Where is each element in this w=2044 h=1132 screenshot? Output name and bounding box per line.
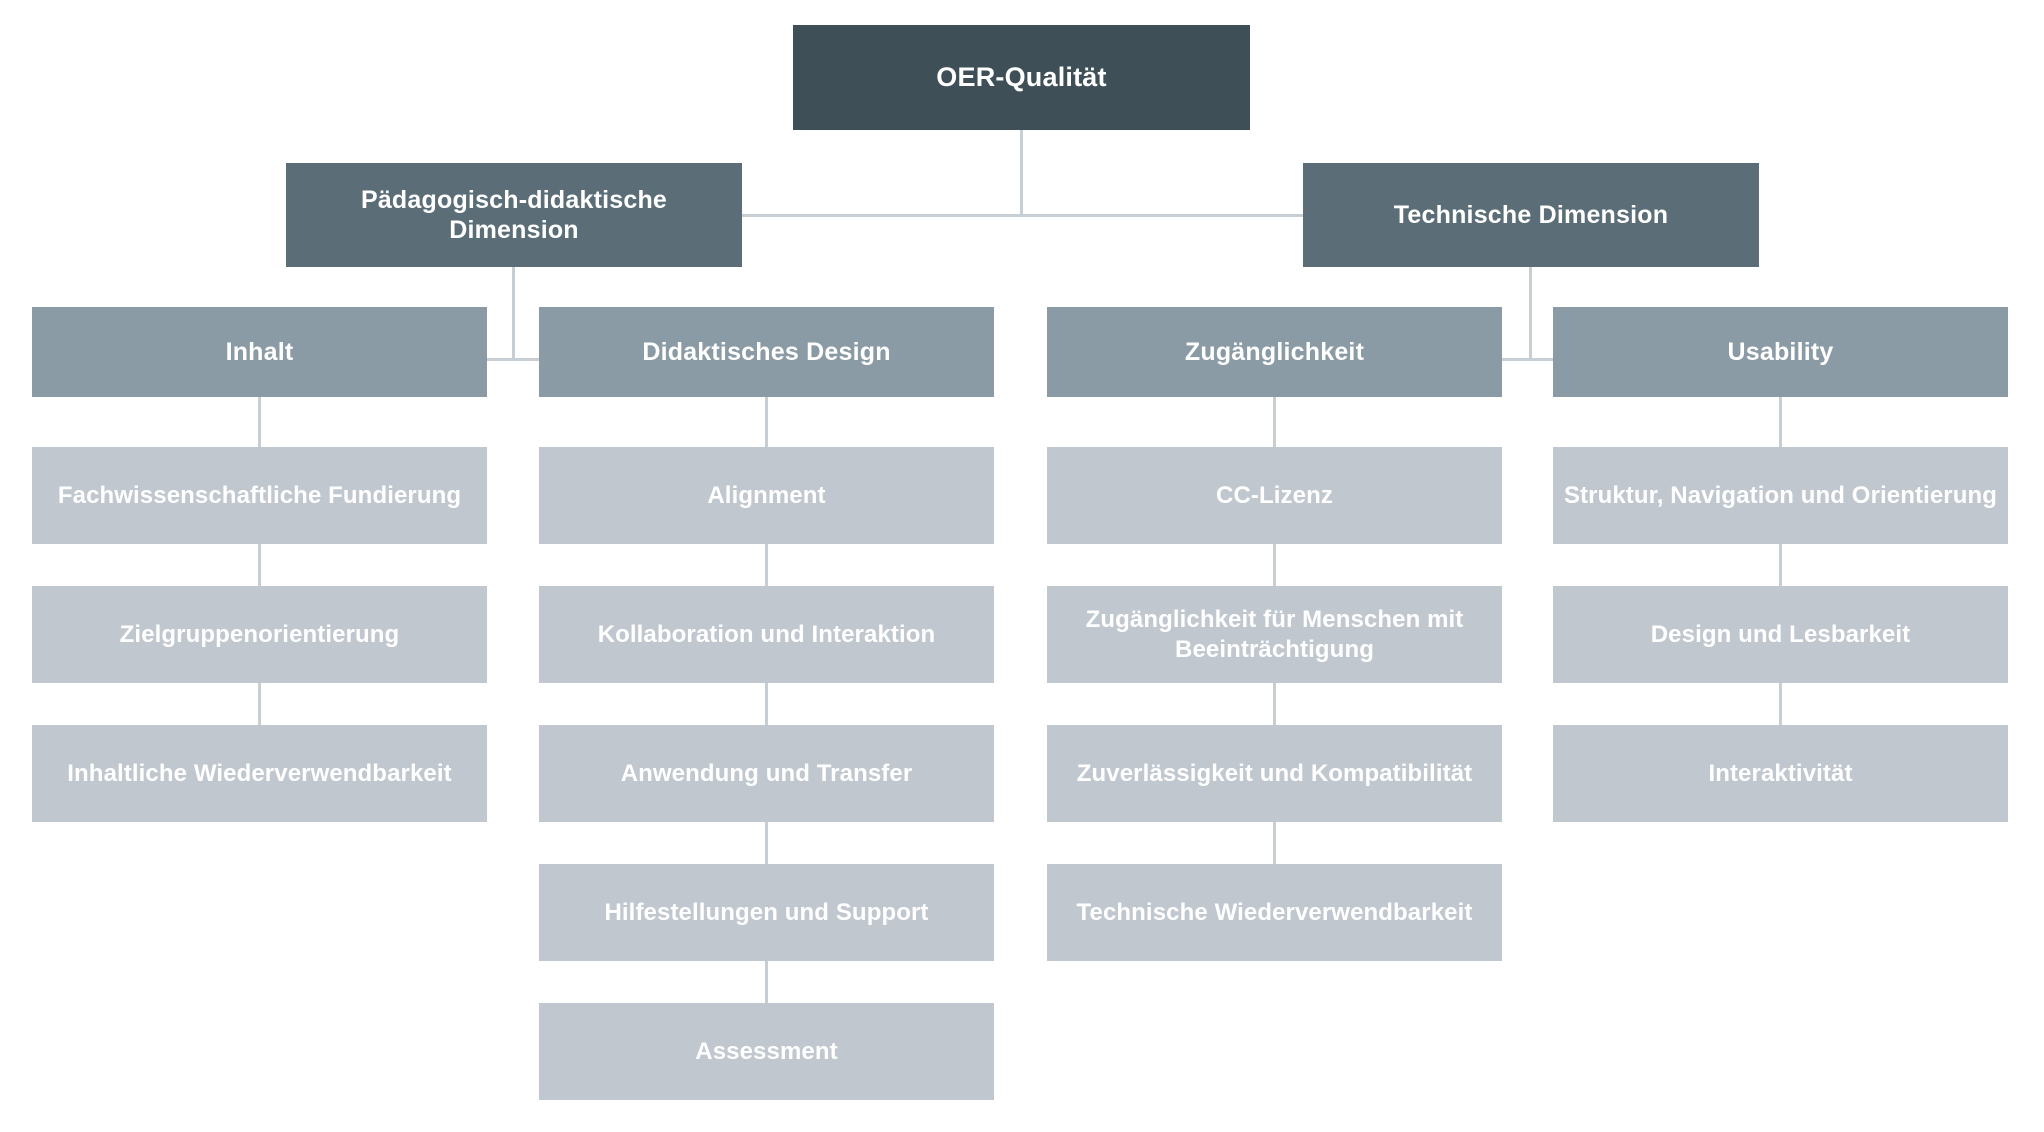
node-category-inhalt[interactable]: Inhalt [32,307,487,397]
connector-zugaenglichkeit-1 [1273,397,1276,447]
connector-zugaenglichkeit-4 [1273,822,1276,864]
connector-inhalt-3 [258,683,261,725]
connector-zugaenglichkeit-3 [1273,683,1276,725]
node-criterion-zielgruppenorientierung[interactable]: Zielgruppenorientierung [32,586,487,683]
node-criterion-design-und-lesbarkeit[interactable]: Design und Lesbarkeit [1553,586,2008,683]
connector-didaktisches-design-1 [765,397,768,447]
node-criterion-inhaltliche-wiederverwendbarkeit[interactable]: Inhaltliche Wiederverwendbarkeit [32,725,487,822]
node-criterion-struktur-navigation-orientierung[interactable]: Struktur, Navigation und Orientierung [1553,447,2008,544]
node-criterion-kollaboration-und-interaktion[interactable]: Kollaboration und Interaktion [539,586,994,683]
connector-paed-to-didaktisches-design [512,358,541,361]
node-criterion-zugaenglichkeit-beeintraechtigung[interactable]: Zugänglichkeit für Menschen mit Beeinträchtigung [1047,586,1502,683]
connector-tech-to-zugaenglichkeit [1502,358,1532,361]
node-root-oer-qualitaet[interactable]: OER-Qualität [793,25,1250,130]
connector-tech-down [1529,267,1532,360]
connector-zugaenglichkeit-2 [1273,544,1276,586]
node-criterion-assessment[interactable]: Assessment [539,1003,994,1100]
connector-inhalt-1 [258,397,261,447]
node-category-usability[interactable]: Usability [1553,307,2008,397]
node-dimension-paedagogisch-didaktisch[interactable]: Pädagogisch-didaktische Dimension [286,163,742,267]
connector-root-down [1020,130,1023,215]
connector-paed-to-inhalt [487,358,515,361]
node-criterion-technische-wiederverwendbarkeit[interactable]: Technische Wiederverwendbarkeit [1047,864,1502,961]
connector-dimension-spine [741,214,1306,217]
node-criterion-cc-lizenz[interactable]: CC-Lizenz [1047,447,1502,544]
connector-paed-down [512,267,515,360]
node-criterion-anwendung-und-transfer[interactable]: Anwendung und Transfer [539,725,994,822]
node-category-zugaenglichkeit[interactable]: Zugänglichkeit [1047,307,1502,397]
connector-usability-1 [1779,397,1782,447]
node-criterion-alignment[interactable]: Alignment [539,447,994,544]
connector-didaktisches-design-4 [765,822,768,864]
connector-didaktisches-design-5 [765,961,768,1003]
connector-inhalt-2 [258,544,261,586]
connector-didaktisches-design-3 [765,683,768,725]
node-criterion-hilfestellungen-und-support[interactable]: Hilfestellungen und Support [539,864,994,961]
node-criterion-interaktivitaet[interactable]: Interaktivität [1553,725,2008,822]
node-criterion-zuverlaessigkeit-und-kompatibilitaet[interactable]: Zuverlässigkeit und Kompatibilität [1047,725,1502,822]
connector-usability-3 [1779,683,1782,725]
node-category-didaktisches-design[interactable]: Didaktisches Design [539,307,994,397]
node-criterion-fachwissenschaftliche-fundierung[interactable]: Fachwissenschaftliche Fundierung [32,447,487,544]
connector-usability-2 [1779,544,1782,586]
node-dimension-technisch[interactable]: Technische Dimension [1303,163,1759,267]
connector-didaktisches-design-2 [765,544,768,586]
